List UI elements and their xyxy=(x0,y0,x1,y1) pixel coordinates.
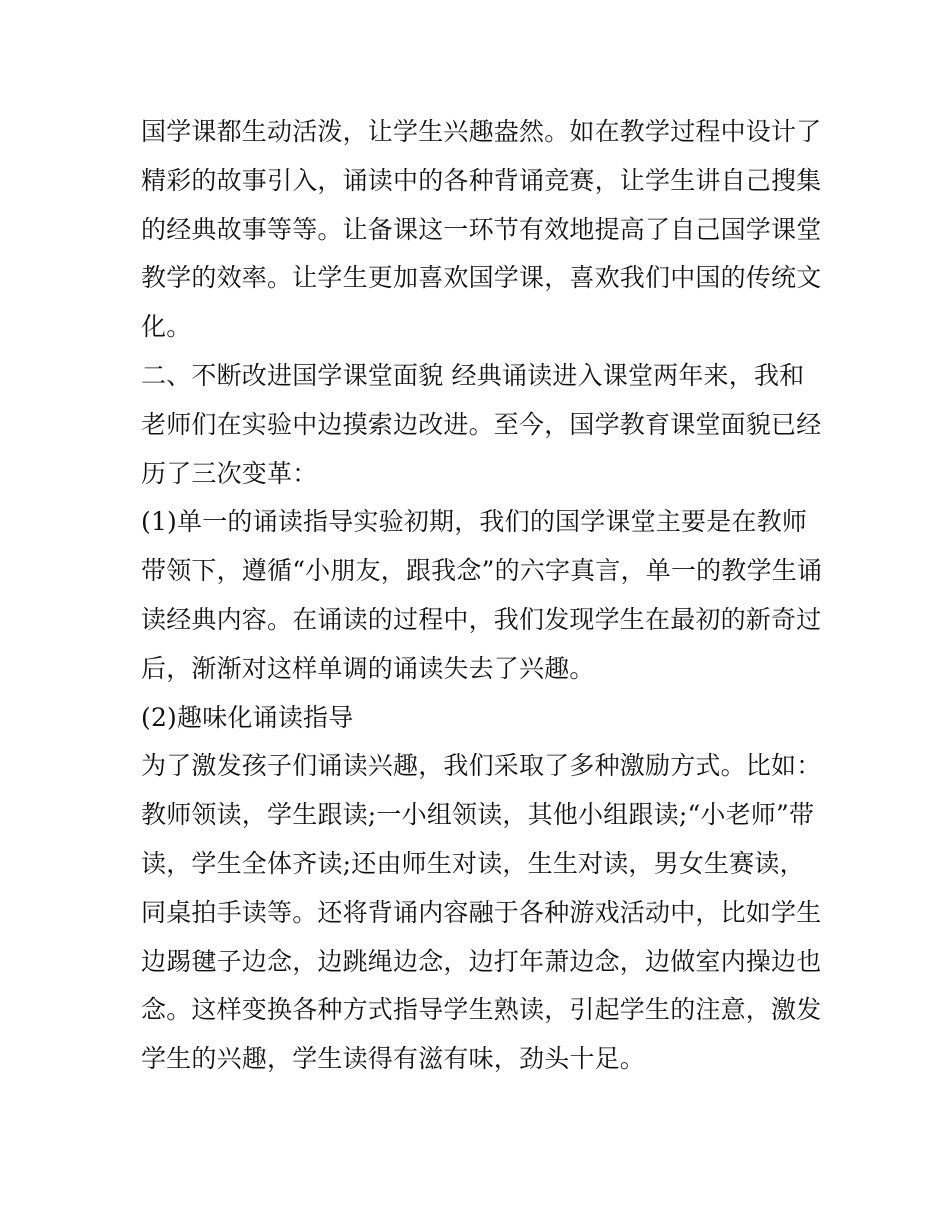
list-item-line: (1)单一的诵读指导实验初期，我们的国学课堂主要是在教师 xyxy=(141,507,808,537)
text-line: 老师们在实验中边摸索边改进。至今，国学教育课堂面貌已经 xyxy=(141,409,822,439)
text-line: 后，渐渐对这样单调的诵读失去了兴趣。 xyxy=(141,653,595,683)
text-line: 国学课都生动活泼，让学生兴趣盎然。如在教学过程中设计了 xyxy=(141,117,822,146)
text-line: 精彩的故事引入，诵读中的各种背诵竞赛，让学生讲自己搜集 xyxy=(141,165,822,195)
section-heading-line: 二、不断改进国学课堂面貌 经典诵读进入课堂两年来，我和 xyxy=(141,360,805,390)
text-line: 读，学生全体齐读;还由师生对读，生生对读，男女生赛读， xyxy=(141,848,805,878)
text-line: 边踢毽子边念，边跳绳边念，边打年萧边念，边做室内操边也 xyxy=(141,946,822,976)
text-line: 学生的兴趣，学生读得有滋有味，劲头十足。 xyxy=(141,1044,646,1074)
text-line: 的经典故事等等。让备课这一环节有效地提高了自己国学课堂 xyxy=(141,214,822,244)
text-line: 教师领读，学生跟读;一小组领读，其他小组跟读;“小老师”带 xyxy=(141,800,815,830)
text-line: 为了激发孩子们诵读兴趣，我们采取了多种激励方式。比如： xyxy=(141,751,822,781)
text-line: 同桌拍手读等。还将背诵内容融于各种游戏活动中，比如学生 xyxy=(141,897,822,927)
text-line: 带领下，遵循“小朋友，跟我念”的六字真言，单一的教学生诵 xyxy=(141,556,823,586)
text-line: 历了三次变革： xyxy=(141,458,318,488)
list-item-line: (2)趣味化诵读指导 xyxy=(141,702,354,732)
text-line: 化。 xyxy=(141,312,192,342)
text-line: 读经典内容。在诵读的过程中，我们发现学生在最初的新奇过 xyxy=(141,604,822,634)
text-line: 教学的效率。让学生更加喜欢国学课，喜欢我们中国的传统文 xyxy=(141,263,822,293)
document-body xyxy=(141,108,821,1084)
text-line: 念。这样变换各种方式指导学生熟读，引起学生的注意，激发 xyxy=(141,995,822,1025)
